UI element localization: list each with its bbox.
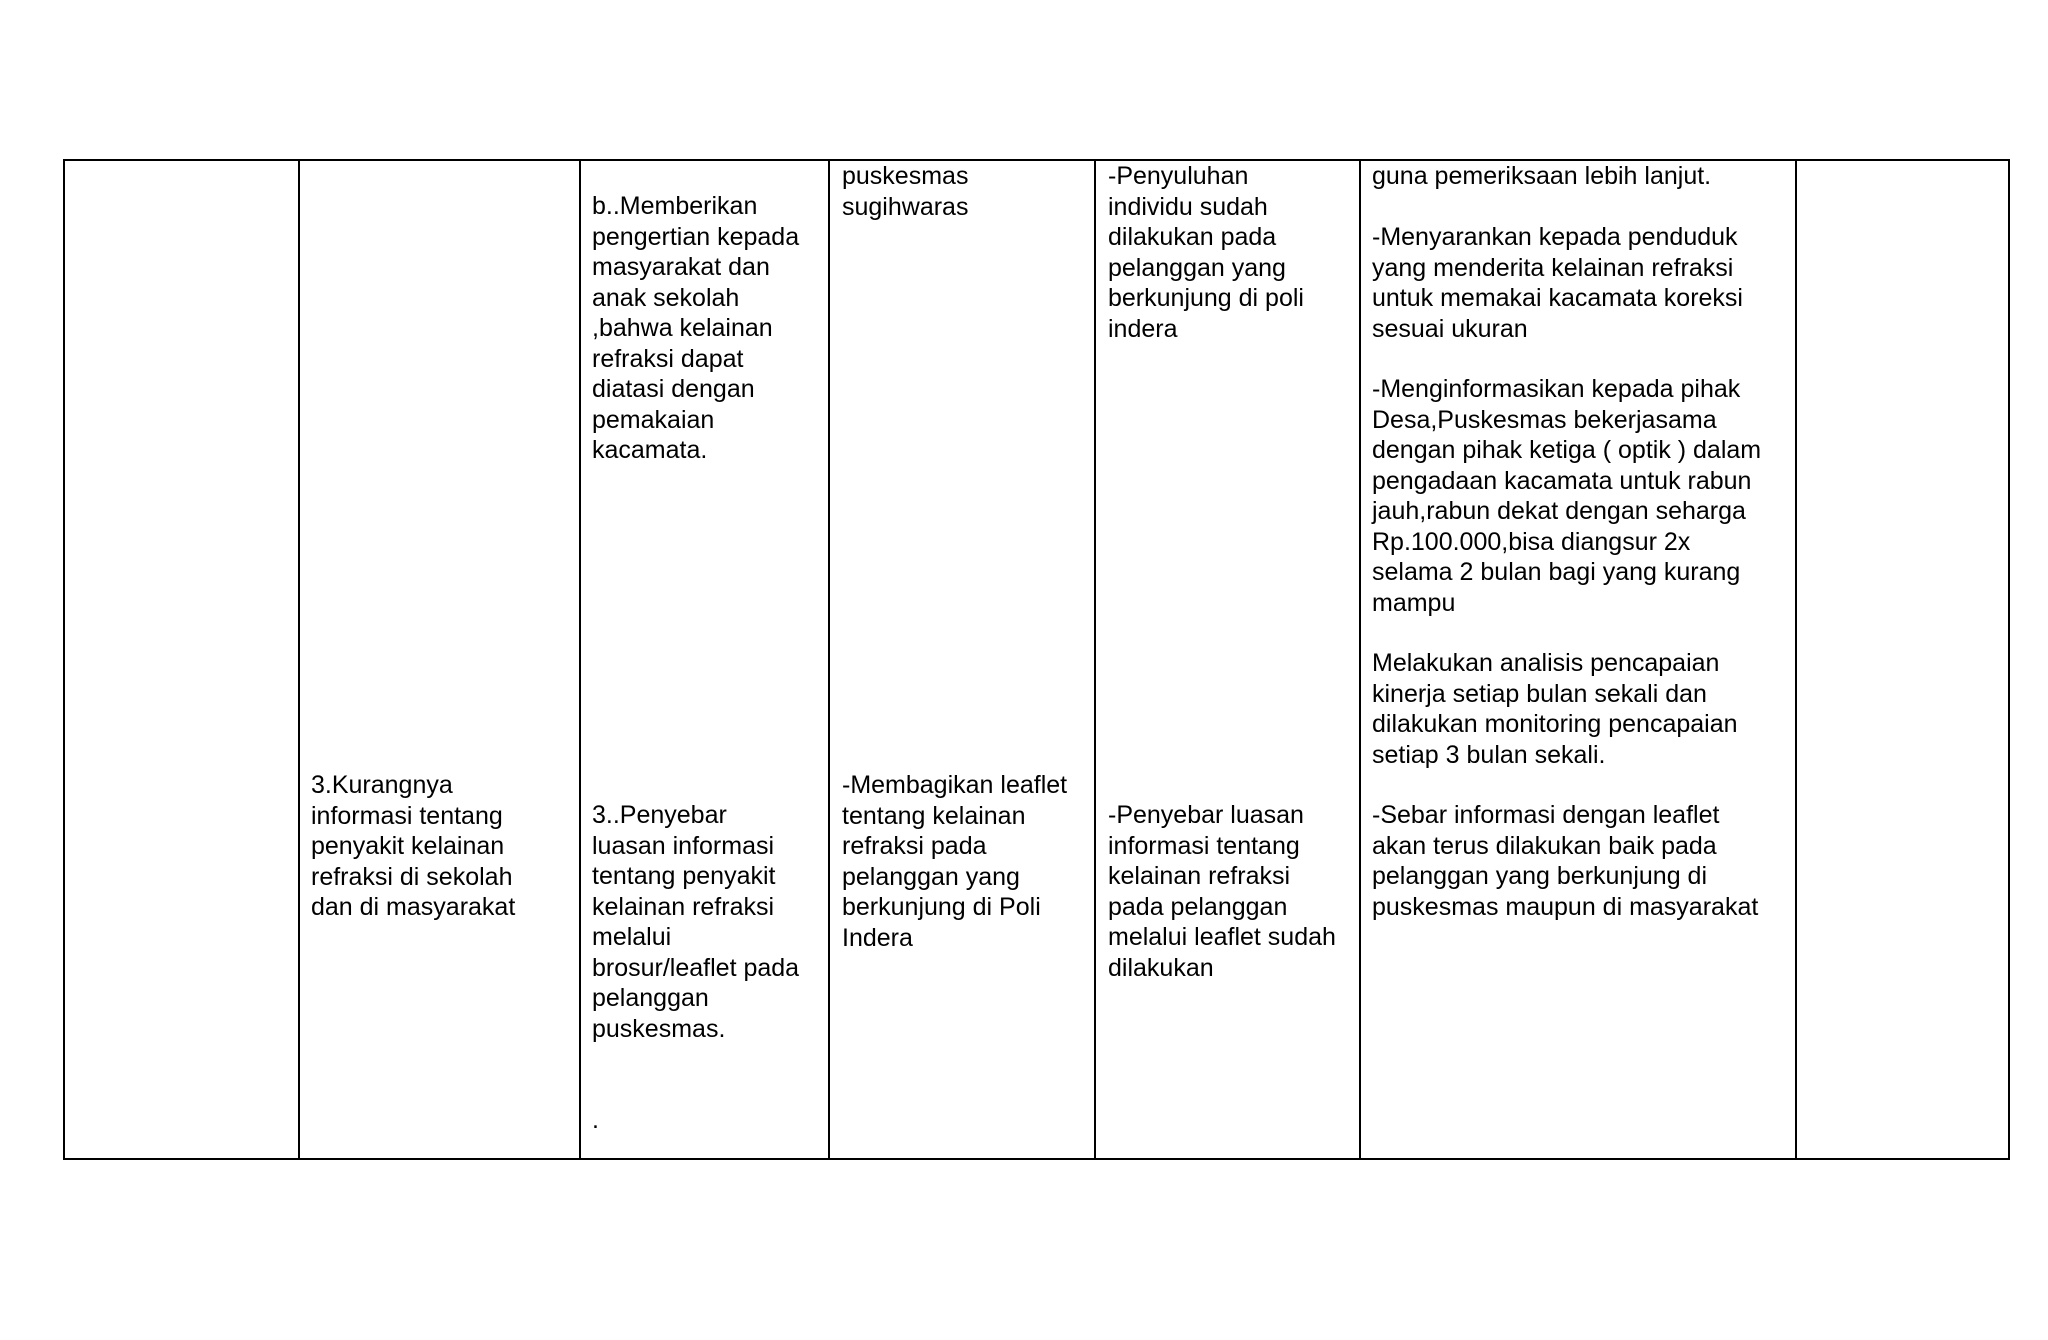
cell-col6 <box>1359 161 1795 1158</box>
cell-col7 <box>1795 161 2008 1158</box>
followup-p2: -Menyarankan kepada penduduk yang menderita kelainan refraksi untuk memakai kacamata koreksi sesuai ukuran <box>1372 223 1743 343</box>
cause-item-b: b..Memberikan pengertian kepada masyarakat dan anak sekolah ,bahwa kelainan refraksi dapat diatasi dengan pemakaian kacamata. <box>592 192 800 464</box>
problem-item-3: 3.Kurangnya informasi tentang penyakit kelainan refraksi di sekolah dan di masyarakat <box>311 771 516 921</box>
followup-p3: -Menginformasikan kepada pihak Desa,Puskesmas bekerjasama dengan pihak ketiga ( optik ) dalam pengadaan kacamata untuk rabun jauh,rabun dekat dengan seharga Rp.100.000,bisa diangsur 2x selama 2 bulan bagi yang kurang mampu <box>1372 375 1762 617</box>
result-item-3: -Penyebar luasan informasi tentang kelainan refraksi pada pelanggan melalui leaflet sudah dilakukan <box>1108 801 1336 982</box>
action-item-3: -Membagikan leaflet tentang kelainan refraksi pada pelanggan yang berkunjung di Poli Indera <box>842 771 1068 952</box>
followup-p1: guna pemeriksaan lebih lanjut. <box>1372 162 1712 190</box>
followup-p4: Melakukan analisis pencapaian kinerja setiap bulan sekali dan dilakukan monitoring pencapaian setiap 3 bulan sekali. <box>1372 649 1738 769</box>
cell-col2 <box>298 161 579 1158</box>
cell-col4 <box>828 161 1094 1158</box>
plan-table <box>63 159 2010 1160</box>
cause-item-3: 3..Penyebar luasan informasi tentang penyakit kelainan refraksi melalui brosur/leaflet pada pelanggan puskesmas. <box>592 801 800 1043</box>
action-top: puskesmas sugihwaras <box>842 162 969 221</box>
cell-col1 <box>65 161 298 1158</box>
cell-col5 <box>1094 161 1359 1158</box>
cell-col3 <box>579 161 828 1158</box>
result-top: -Penyuluhan individu sudah dilakukan pada pelanggan yang berkunjung di poli indera <box>1108 162 1304 343</box>
cause-dot: . <box>592 1106 599 1134</box>
followup-p5: -Sebar informasi dengan leaflet akan terus dilakukan baik pada pelanggan yang berkunjung di puskesmas maupun di masyarakat <box>1372 801 1759 921</box>
